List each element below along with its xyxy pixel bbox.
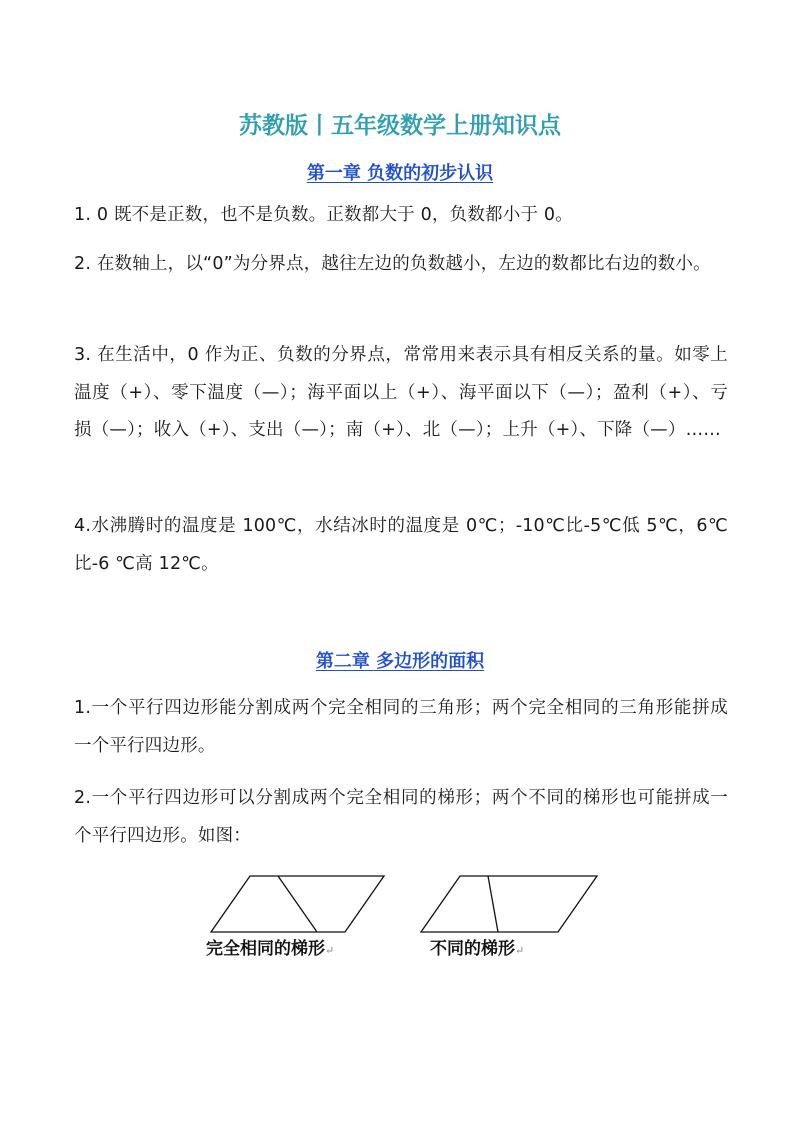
chapter-1-point-4: 4.水沸腾时的温度是 100℃，水结冰时的温度是 0℃；-10℃比-5℃低 5℃，6℃比-6 ℃高 12℃。	[74, 516, 728, 574]
chapter-1-point-3: 3. 在生活中，0 作为正、负数的分界点，常常用来表示具有相反关系的量。如零上温度（+）、零下温度（—）；海平面以上（+）、海平面以下（—）；盈利（+）、亏损（—）；收入（+）、支出（—）；南（+）、北（—）；上升（+）、下降（—）……	[74, 345, 728, 440]
chapter-1-point-2: 2. 在数轴上，以“0”为分界点，越往左边的负数越小，左边的数都比右边的数小。	[74, 254, 711, 274]
chapter-2-heading	[0, 648, 800, 676]
chapter-1-heading-text: 第一章 负数的初步认识	[306, 163, 494, 184]
document-title: 苏教版丨五年级数学上册知识点	[239, 113, 561, 139]
chapter-2-point-1: 1.一个平行四边形能分割成两个完全相同的三角形；两个完全相同的三角形能拼成一个平行四边形。	[74, 698, 728, 756]
identical-trapezoids-diagram	[211, 876, 384, 932]
caption-identical-text: 完全相同的梯形	[206, 939, 325, 959]
caption-different-trapezoids	[430, 936, 524, 964]
left-divider	[278, 876, 317, 932]
chapter-1-point-1: 1. 0 既不是正数，也不是负数。正数都大于 0，负数都小于 0。	[74, 205, 573, 225]
right-divider	[488, 876, 498, 932]
caption-identical-trapezoids	[206, 936, 334, 964]
right-parallelogram	[421, 876, 597, 932]
return-mark-icon: ↵	[325, 944, 335, 957]
return-mark-icon: ↵	[515, 944, 525, 957]
chapter-2-heading-text: 第二章 多边形的面积	[315, 651, 485, 672]
different-trapezoids-diagram	[421, 876, 597, 932]
caption-different-text: 不同的梯形	[430, 939, 515, 959]
chapter-1-heading	[0, 160, 800, 188]
chapter-2-point-2: 2.一个平行四边形可以分割成两个完全相同的梯形；两个不同的梯形也可能拼成一个平行四边形。如图：	[74, 788, 728, 846]
